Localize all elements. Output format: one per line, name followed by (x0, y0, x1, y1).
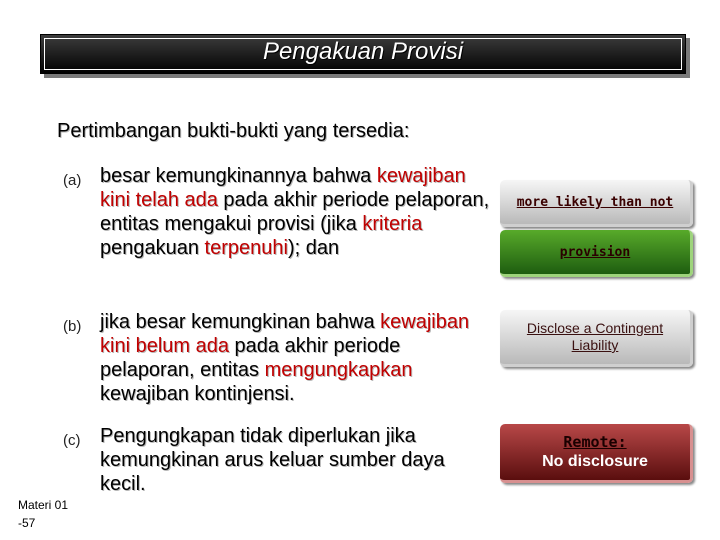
disclose-box (500, 310, 693, 367)
body-text: kewajiban kontinjensi. (100, 383, 295, 405)
title-bar (40, 34, 686, 74)
body-text: jika besar kemungkinan bahwa (100, 311, 381, 333)
emphasis-text: kewajiban kini belum ada (100, 311, 470, 357)
slide-title: Pengakuan Provisi (262, 38, 464, 65)
body-text: ); dan (287, 237, 340, 259)
more-likely-label: more likely than not (516, 194, 674, 210)
footer-line-2: -57 (18, 516, 36, 530)
more-likely-box (500, 180, 693, 227)
remote-subtitle: No disclosure (542, 453, 648, 470)
body-text: pengakuan (100, 237, 205, 259)
item-label-b: (b) (63, 318, 82, 335)
item-text-c (100, 424, 482, 496)
emphasis-text: kewajiban kini telah ada (100, 165, 466, 211)
disclose-label: Disclose a Contingent Liability (526, 320, 664, 353)
body-text: Pengungkapan tidak diperlukan jika kemungkinan arus keluar sumber daya kecil. (100, 425, 445, 495)
provision-box (500, 230, 693, 277)
item-label-a: (a) (63, 172, 82, 189)
provision-label: provision (559, 244, 631, 260)
remote-box (500, 424, 693, 483)
intro-text: Pertimbangan bukti-bukti yang tersedia: (57, 120, 410, 142)
slide-footer (18, 496, 68, 532)
emphasis-text: kriteria (362, 213, 423, 235)
item-label-c: (c) (63, 432, 81, 449)
emphasis-text: terpenuhi (204, 237, 288, 259)
item-text-b (100, 310, 500, 406)
body-text: pada akhir periode pelaporan, entitas (100, 335, 401, 381)
remote-title: Remote: (563, 433, 627, 451)
footer-line-1: Materi 01 (18, 498, 69, 512)
emphasis-text: mengungkapkan (264, 359, 413, 381)
item-text-a (100, 164, 500, 260)
body-text: besar kemungkinannya bahwa (100, 165, 377, 187)
body-text: pada akhir periode pelaporan, entitas mengakui provisi (jika (100, 189, 490, 235)
